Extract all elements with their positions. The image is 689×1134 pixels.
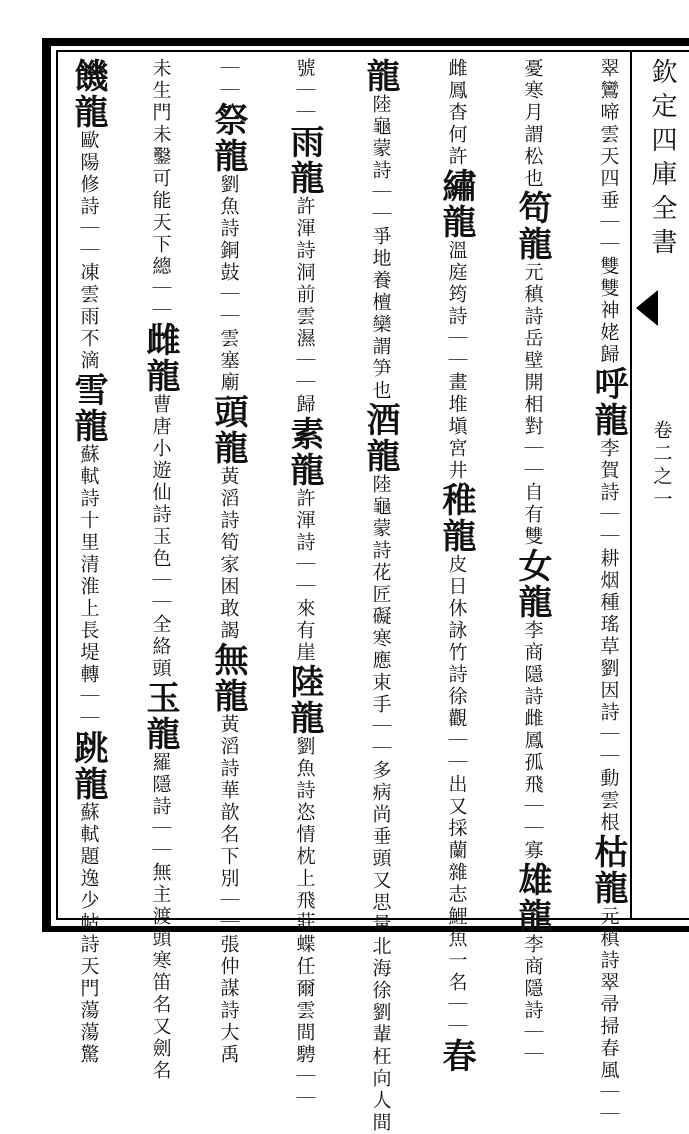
headword: 枯龍 [588, 834, 628, 906]
commentary-text: 劉魚詩恣情枕上飛莊蝶任爾雲間騁｜｜ [293, 736, 316, 1110]
commentary-text: 黃滔詩筍家困敢謁 [217, 466, 240, 642]
headword: 饑龍 [68, 58, 108, 130]
commentary-text: 陸龜蒙詩花匠礙寒應束手｜｜多病尚垂頭又思量北海徐劉輩枉向人間 [369, 474, 392, 1134]
headword: 雌龍 [140, 322, 180, 394]
headword: 祭龍 [208, 102, 248, 174]
text-column-3 [434, 58, 478, 1074]
commentary-text: 李商隱詩雌鳳孤飛｜｜寡 [521, 620, 544, 862]
headword: 笱龍 [512, 190, 552, 262]
commentary-text: 號｜｜ [293, 58, 316, 124]
commentary-text: 皮日休詠竹詩徐觀｜｜出又採蘭雜志鯉魚一名｜｜ [445, 554, 468, 1038]
headword: 陸龍 [284, 664, 324, 736]
headword: 雄龍 [512, 862, 552, 934]
commentary-text: 曹唐小遊仙詩玉色｜｜全絡頭 [149, 394, 172, 680]
commentary-text: 蘇軾題逸少帖詩天門蕩蕩驚 [77, 802, 100, 1066]
headword: 頭龍 [208, 394, 248, 466]
headword: 玉龍 [140, 680, 180, 752]
commentary-text: 蘇軾詩十里清淮上長堤轉｜｜ [77, 444, 100, 730]
commentary-text: 羅隱詩｜｜無主渡頭寒笛名又劍名 [149, 752, 172, 1082]
volume-label: 卷二之一 [650, 420, 673, 512]
inner-rule-left [56, 50, 58, 920]
headword: 呼龍 [588, 366, 628, 438]
text-column-7 [138, 58, 182, 1082]
headword: 女龍 [512, 548, 552, 620]
headword: 繡龍 [436, 168, 476, 240]
commentary-text: 許渾詩洞前雲濕｜｜歸 [293, 196, 316, 416]
headword: 酒龍 [360, 402, 400, 474]
commentary-text: 未生門未鑿可能天下總｜｜ [149, 58, 172, 322]
headword: 稚龍 [436, 482, 476, 554]
commentary-text: 元稹詩岳壁開相對｜｜自有雙 [521, 262, 544, 548]
commentary-text: 歐陽修詩｜｜凍雲雨不滴 [77, 130, 100, 372]
commentary-text: 元稹詩翠帚掃春風｜｜ [597, 906, 620, 1126]
text-column-6 [206, 58, 250, 1066]
text-column-5 [282, 58, 326, 1110]
commentary-text: ｜｜ [217, 58, 240, 102]
headword: 雪龍 [68, 372, 108, 444]
text-column-1 [586, 58, 630, 1126]
commentary-text: 憂寒月謂松也 [521, 58, 544, 190]
book-title-column [640, 58, 684, 308]
text-column-2 [510, 58, 554, 1066]
margin-divider [630, 50, 632, 920]
book-title: 欽定四庫全書 [647, 58, 677, 262]
headword: 素龍 [284, 416, 324, 488]
headword: 無龍 [208, 642, 248, 714]
text-column-8 [66, 58, 110, 1066]
commentary-text: 黃滔詩華歆名下別｜｜張仲謀詩大禹 [217, 714, 240, 1066]
commentary-text: 雌鳳杳何許 [445, 58, 468, 168]
commentary-text: 李賀詩｜｜耕烟種瑤草劉因詩｜｜動雲根 [597, 438, 620, 834]
volume-column [640, 420, 684, 512]
commentary-text: 翠鸞啼雲天四垂｜｜雙雙神姥歸 [597, 58, 620, 366]
commentary-text: 李商隱詩｜｜ [521, 934, 544, 1066]
headword: 跳龍 [68, 730, 108, 802]
headword: 龍 [360, 58, 400, 94]
commentary-text: 溫庭筠詩｜｜畫堆塡宮井 [445, 240, 468, 482]
commentary-text: 許渾詩｜｜來有崖 [293, 488, 316, 664]
headword: 春 [436, 1038, 476, 1074]
inner-rule-top [56, 50, 689, 52]
headword: 雨龍 [284, 124, 324, 196]
commentary-text: 劉魚詩銅鼓｜｜雲塞廟 [217, 174, 240, 394]
commentary-text: 陸龜蒙詩｜｜爭地養檀欒謂笋也 [369, 94, 392, 402]
text-column-4 [358, 58, 402, 1134]
